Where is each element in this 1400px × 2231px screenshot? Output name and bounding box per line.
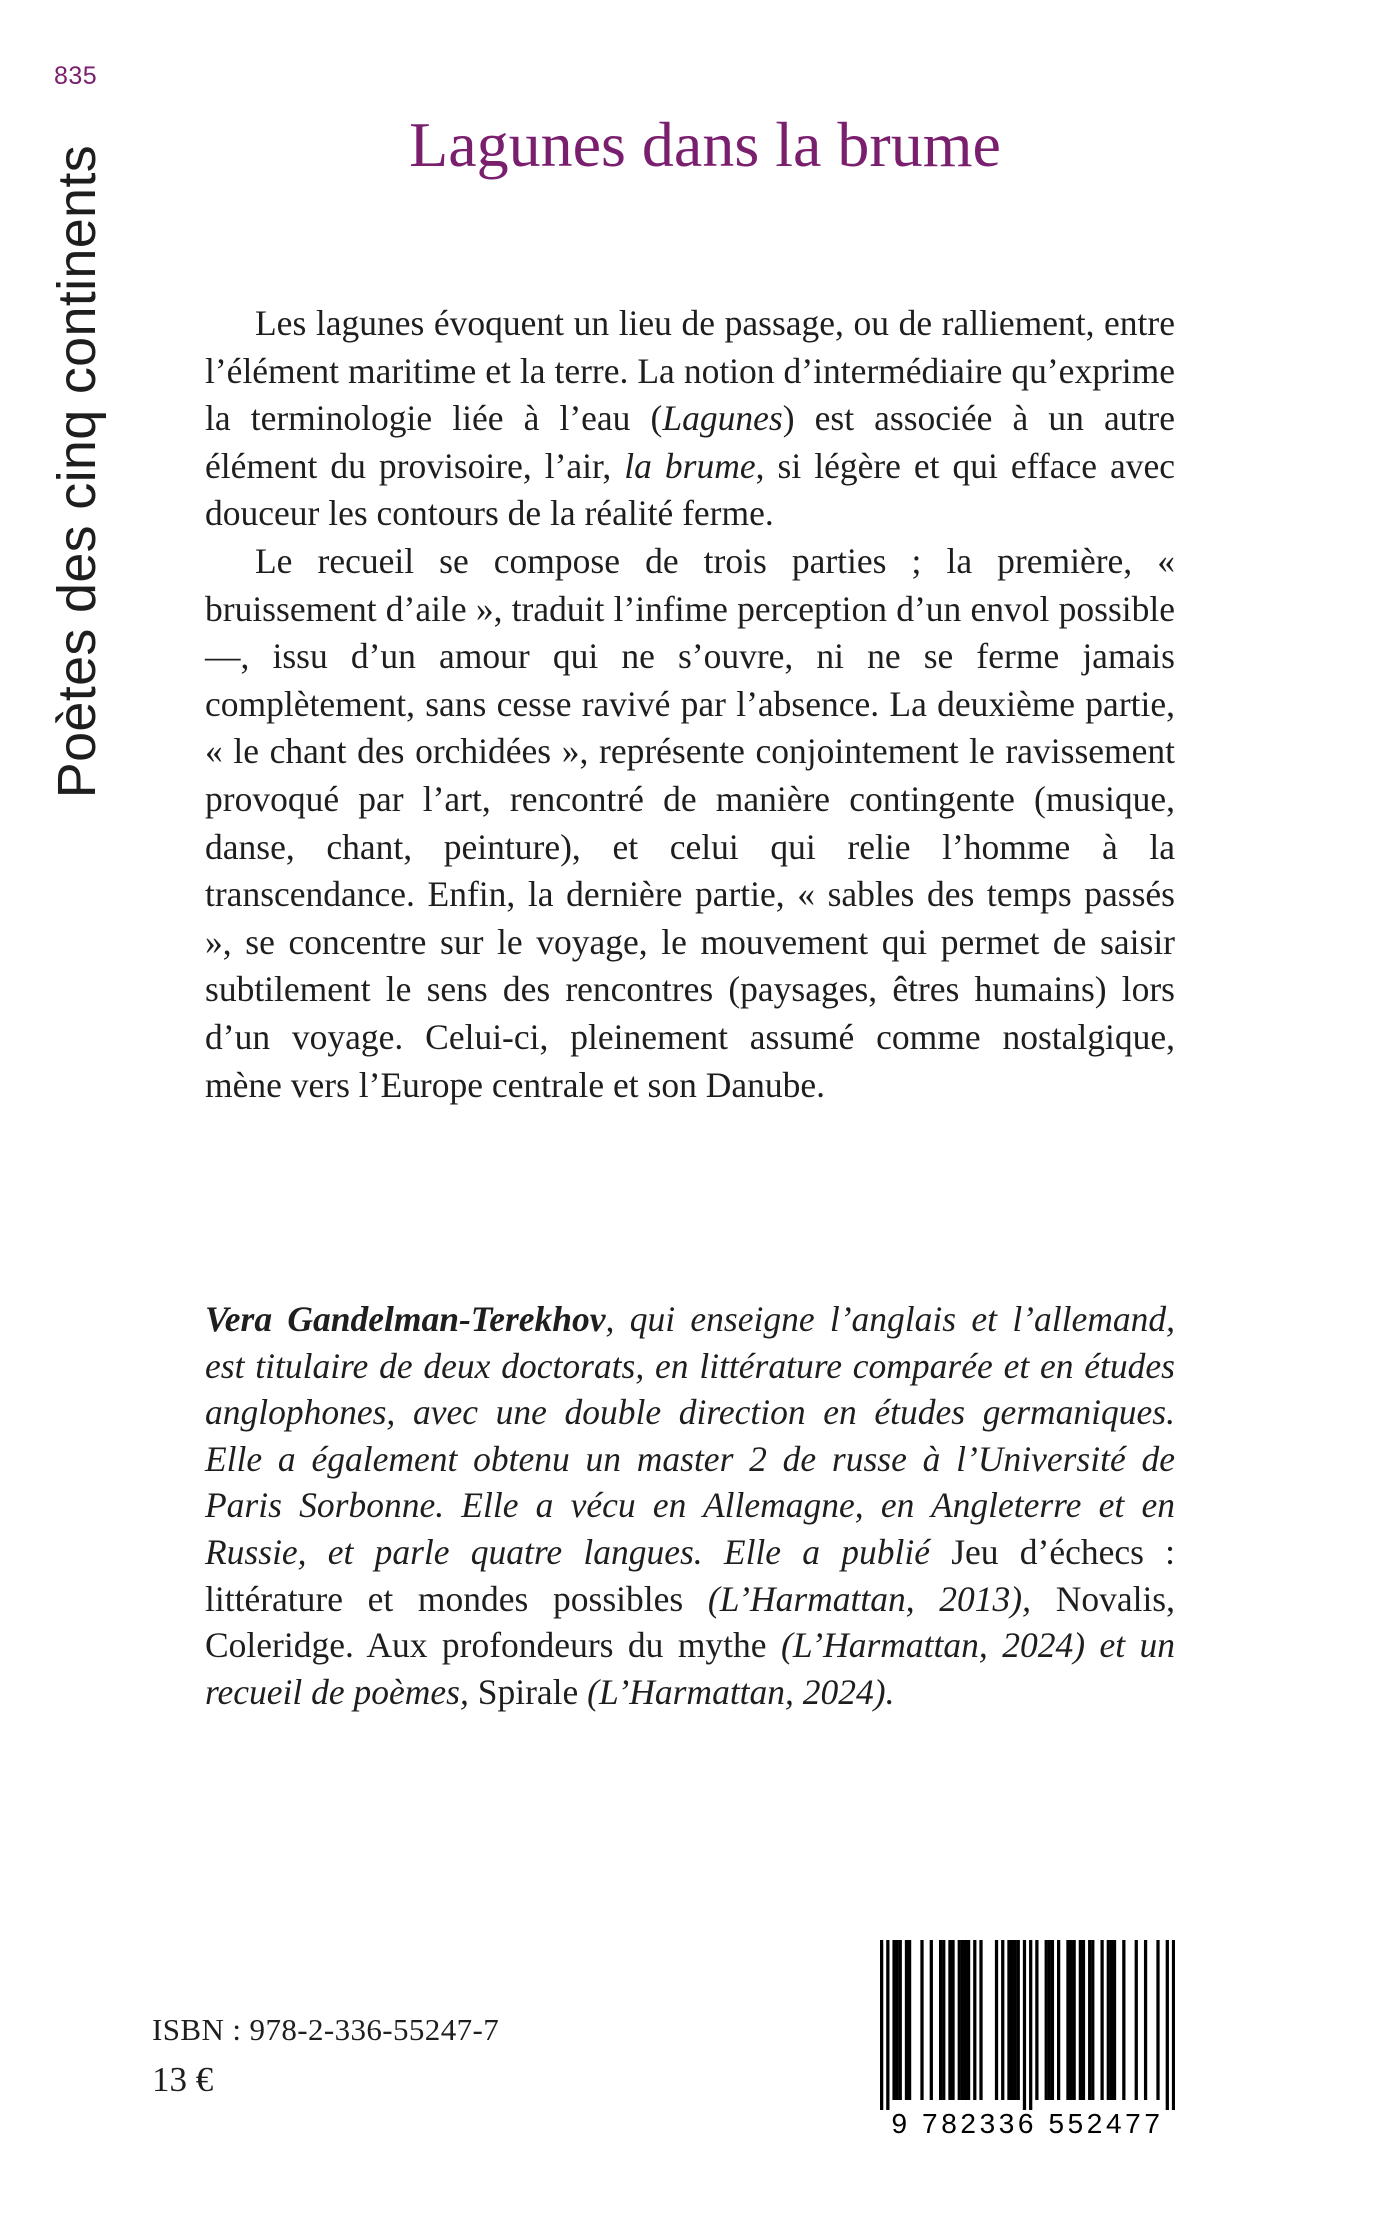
bio-text: (L’Harmattan, 2024) et un recueil de poèmes,	[205, 1625, 1176, 1712]
bio-work-title: Novalis, Coleridge. Aux profondeurs du mythe	[205, 1578, 1175, 1666]
barcode-bar	[951, 1940, 954, 2100]
summary-paragraph-2: Le recueil se compose de trois parties ; la première, « bruissement d’aile », traduit l’infime perception d’un envol possible —, issu d’un amour qui ne s’ouvre, ni ne se ferme jamais complètement, sans cesse ravivé par l’absence. La deuxième partie, « le chant des orchidées », représente conjointement le ravissement provoqué par l’art, rencontré de manière contingente (musique, danse, chant, peinture), et celui qui relie l’homme à la transcendance. Enfin, la dernière partie, « sables des temps passés », se concentre sur le voyage, le mouvement qui permet de saisir subtilement le sens des rencontres (paysages, êtres humains) lors d’un voyage. Celui-ci, pleinement assumé comme nostalgique, mène vers l’Europe centrale et son Danube.	[205, 540, 1175, 1105]
barcode-guard-bar	[1029, 1940, 1032, 2110]
barcode-bar	[967, 1940, 970, 2100]
barcode-bar	[1051, 1940, 1054, 2100]
series-title-container	[42, 145, 112, 845]
barcode-bar	[995, 1940, 998, 2100]
barcode-bar	[1091, 1940, 1094, 2100]
barcode-guard-bar	[1166, 1940, 1169, 2110]
barcode-bar	[1066, 1940, 1069, 2100]
barcode-bar	[1007, 1940, 1010, 2100]
barcode-bar	[979, 1940, 982, 2100]
barcode-bar	[958, 1940, 961, 2100]
barcode-bar	[1100, 1940, 1103, 2100]
barcode-bar	[1045, 1940, 1048, 2100]
barcode-bar	[964, 1940, 967, 2100]
summary-italic-brume: la brume	[624, 445, 756, 486]
barcode-bar	[1035, 1940, 1038, 2100]
summary-paragraph-1	[205, 300, 1175, 538]
book-title: Lagunes dans la brume	[409, 109, 1001, 180]
barcode-bar	[1010, 1940, 1013, 2100]
barcode-bar	[942, 1940, 945, 2100]
barcode-bar	[1113, 1940, 1116, 2100]
author-bio-paragraph	[205, 1296, 1175, 1715]
price: 13 €	[152, 2060, 214, 2099]
barcode-bar	[1156, 1940, 1159, 2100]
barcode-bar	[1069, 1940, 1072, 2100]
barcode-bar	[1082, 1940, 1085, 2100]
barcode-bar	[1073, 1940, 1076, 2100]
series-title: Poètes des cinq continents	[47, 145, 107, 799]
isbn: ISBN : 978-2-336-55247-7	[152, 2012, 500, 2047]
summary-text: , si légère et qui efface avec douceur les contours de la réalité ferme.	[205, 445, 1175, 534]
barcode-bar	[920, 1940, 923, 2100]
barcode-bar	[930, 1940, 933, 2100]
summary-text: Les lagunes évoquent un lieu de passage, ou de ralliement, entre l’élément maritime et la terre. La notion d’intermédiaire qu’exprime la terminologie liée à l’eau (	[205, 303, 1175, 439]
bio-text: (L’Harmattan, 2013),	[683, 1578, 1056, 1619]
barcode-bar	[896, 1940, 899, 2100]
barcode-bar	[1079, 1940, 1082, 2100]
barcode-guard-bar	[880, 1940, 883, 2110]
barcode-bar	[892, 1940, 895, 2100]
summary-text: ) est associée à un autre élément du provisoire, l’air,	[205, 398, 1175, 486]
barcode-guard-bar	[1023, 1940, 1026, 2110]
summary	[205, 300, 1175, 1109]
bio-text: , qui enseigne l’anglais et l’allemand, est titulaire de deux doctorats, en littérature comparée et en études anglophones, avec une double direction en études germaniques. Elle a également obtenu un master 2 de russe à l’Université de Paris Sorbonne. Elle a vécu en Allemagne, en Angleterre et en Russie, et parle quatre langues. Elle a publié	[205, 1299, 1175, 1572]
barcode-bar	[1144, 1940, 1147, 2100]
barcode-bar	[1135, 1940, 1138, 2100]
barcode-bar	[961, 1940, 964, 2100]
bio-text: (L’Harmattan, 2024).	[578, 1671, 895, 1712]
series-number: 835	[54, 62, 98, 90]
barcode-bar	[1048, 1940, 1051, 2100]
author-bio	[205, 1296, 1175, 1715]
barcode-bar	[905, 1940, 908, 2100]
barcode-bar	[908, 1940, 911, 2100]
bio-work-title: Spirale	[477, 1671, 579, 1712]
barcode-bar	[1110, 1940, 1113, 2100]
barcode-bar	[1122, 1940, 1125, 2100]
barcode	[880, 1940, 1175, 2150]
summary-italic-lagunes: Lagunes	[662, 398, 783, 439]
barcode-bar	[1107, 1940, 1110, 2100]
barcode-bar	[1001, 1940, 1004, 2100]
barcode-bar	[939, 1940, 942, 2100]
barcode-bar	[1014, 1940, 1017, 2100]
barcode-bar	[973, 1940, 976, 2100]
barcode-bars	[880, 1940, 1175, 2110]
barcode-bar	[1057, 1940, 1060, 2100]
author-name: Vera Gandelman-Terekhov	[205, 1299, 606, 1339]
bio-work-title: Jeu d’échecs : littérature et mondes possibles	[205, 1531, 1175, 1619]
barcode-guard-bar	[1172, 1940, 1175, 2110]
barcode-bar	[899, 1940, 902, 2100]
barcode-guard-bar	[886, 1940, 889, 2110]
barcode-digits: 9 782336 552477	[891, 2108, 1164, 2139]
barcode-bar	[1017, 1940, 1020, 2100]
barcode-bar	[948, 1940, 951, 2100]
barcode-bar	[1088, 1940, 1091, 2100]
